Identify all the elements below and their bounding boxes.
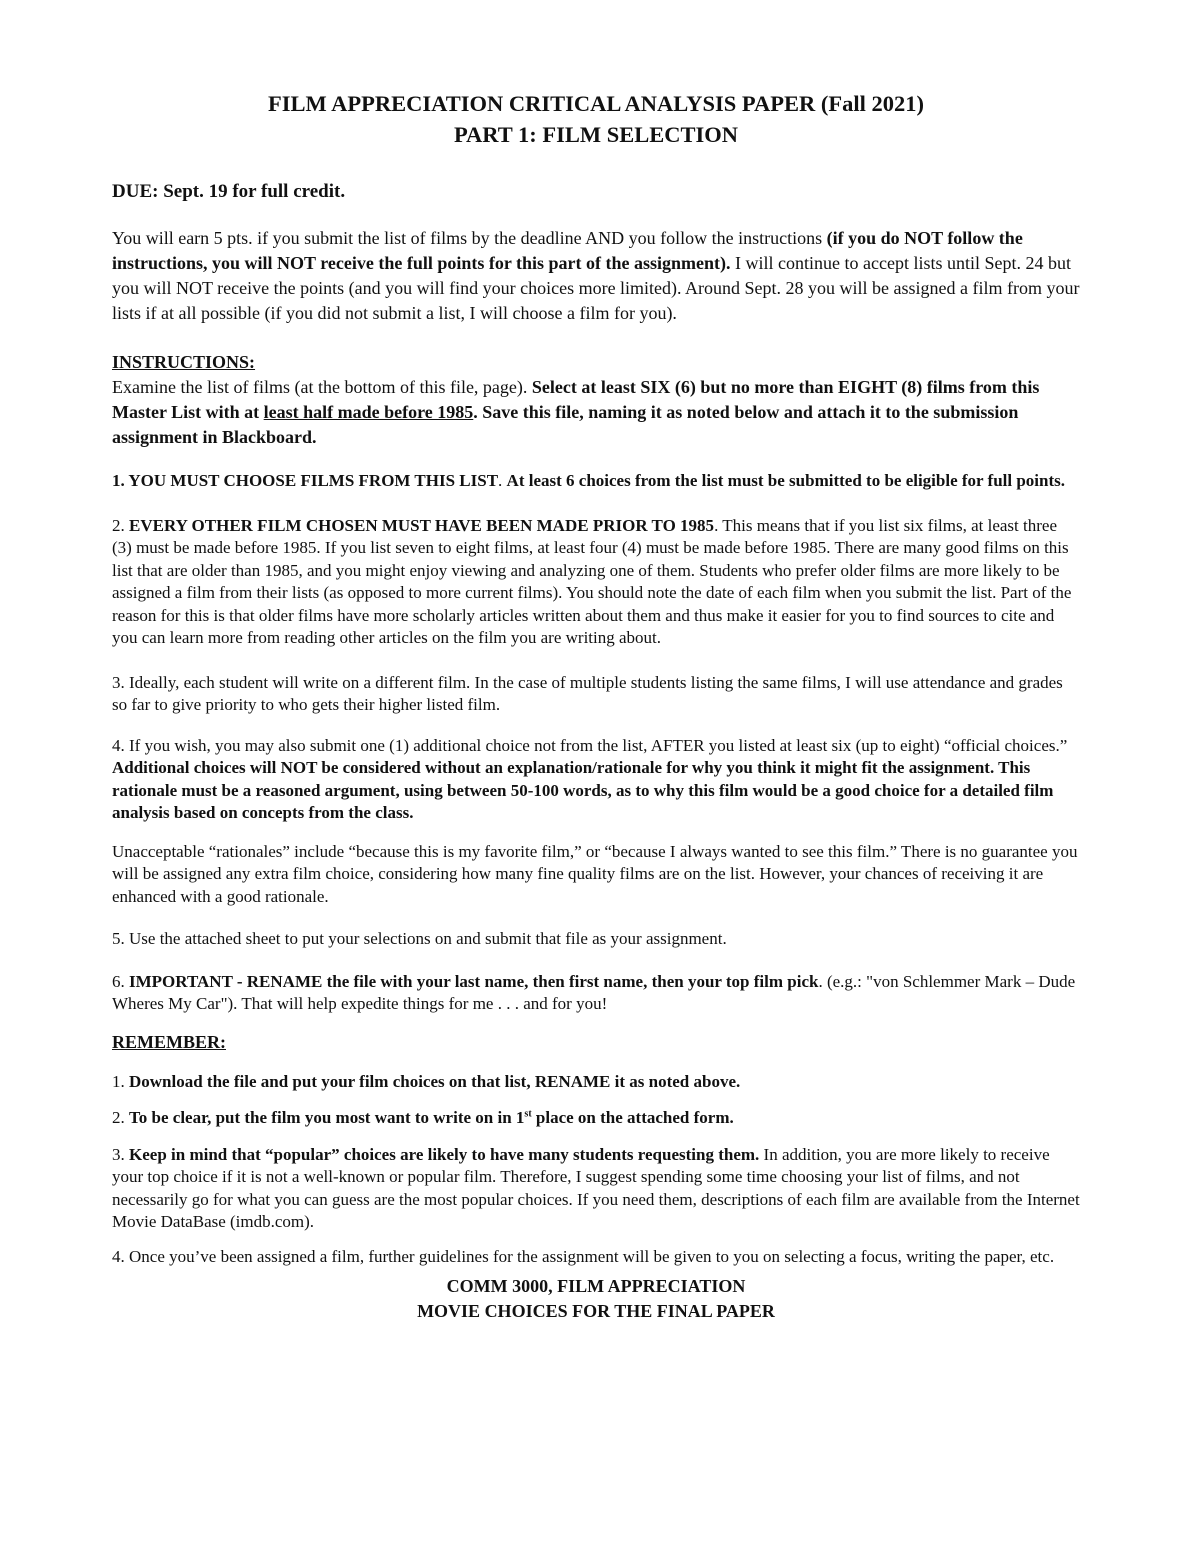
instructions-section [112, 350, 1080, 450]
due-date: DUE: Sept. 19 for full credit. [112, 181, 346, 202]
item-1 [112, 470, 1080, 493]
footer-line-2: MOVIE CHOICES FOR THE FINAL PAPER [417, 1301, 775, 1321]
item-6 [112, 971, 1080, 1016]
remember-heading: REMEMBER: [112, 1031, 226, 1052]
remember-2-bold-a: To be clear, put the film you most want to write on in 1 [129, 1108, 525, 1127]
remember-2-sup: st [524, 1108, 532, 1120]
footer-line-1: COMM 3000, FILM APPRECIATION [446, 1276, 746, 1296]
instructions-bold-1: Select at least SIX (6) but no more than EIGHT (8) films from this Master List with at [112, 377, 1040, 422]
unacceptable-rationales: Unacceptable “rationales” include “because this is my favorite film,” or “because I always wanted to see this film.” There is no guarantee you will be assigned any extra film choice, considering how many fine quality films are on the list. However, your chances of receiving it are enhanced with a good rationale. [112, 841, 1078, 906]
item-6-bold: IMPORTANT - RENAME the file with your last name, then first name, then your top film pick [129, 971, 819, 991]
remember-2-num: 2. [112, 1108, 129, 1127]
remember-item-2 [112, 1107, 1080, 1130]
title-line-2: PART 1: FILM SELECTION [453, 122, 739, 147]
item-6-num: 6. [112, 971, 129, 991]
item-3: 3. Ideally, each student will write on a different film. In the case of multiple students listing the same films, I will use attendance and grades so far to give priority to who gets their higher listed film. [112, 672, 1063, 714]
intro-text-1: You will earn 5 pts. if you submit the list of films by the deadline AND you follow the instructions [112, 228, 827, 248]
remember-3-bold: Keep in mind that “popular” choices are likely to have many students requesting them. [129, 1144, 760, 1164]
remember-2-bold-b: place on the attached form. [531, 1108, 734, 1127]
item-4-text: 4. If you wish, you may also submit one (1) additional choice not from the list, AFTER you listed at least six (up to eight) “official choices.” [112, 735, 1068, 755]
instructions-bold-2: . Save this file, naming it as noted below and attach it to the submission assignment in Blackboard. [112, 402, 1019, 447]
footer-heading [112, 1274, 1080, 1324]
item-1-bold-2: At least 6 choices from the list must be submitted to be eligible for full points. [506, 471, 1065, 490]
remember-item-4: 4. Once you’ve been assigned a film, further guidelines for the assignment will be given to you on selecting a focus, writing the paper, etc. [112, 1246, 1055, 1266]
instructions-text-1: Examine the list of films (at the bottom of this file, page). [112, 377, 532, 397]
intro-paragraph [112, 226, 1080, 326]
title-line-1: FILM APPRECIATION CRITICAL ANALYSIS PAPER (Fall 2021) [268, 91, 924, 116]
item-2-bold: EVERY OTHER FILM CHOSEN MUST HAVE BEEN MADE PRIOR TO 1985 [129, 515, 715, 535]
item-4-bold: Additional choices will NOT be considered without an explanation/rationale for why you think it might fit the assignment. This rationale must be a reasoned argument, using between 50-100 words, as to why this film would be a good choice for a detailed film analysis based on concepts from the class. [112, 758, 1054, 822]
intro-text-2: I will continue to accept lists until Sept. 24 but you will NOT receive the points (and you will find your choices more limited). Around Sept. 28 you will be assigned a film from your lists if at all possible (if you did not submit a list, I will choose a film for you). [112, 253, 1080, 323]
item-2-text: . This means that if you list six films, at least three (3) must be made before 1985. If you list seven to eight films, at least four (4) must be made before 1985. There are many good films on this list that are older than 1985, and you might enjoy viewing and analyzing one of them. Students who prefer older films are more likely to be assigned a film from their lists (as opposed to more current films). You should note the date of each film when you submit the list. Part of the reason for this is that older films have more scholarly articles written about them and thus make it easier for you to find sources to cite and you can learn more from reading other articles on the film you are writing about. [112, 515, 1072, 647]
instructions-bold-underline: least half made before 1985 [263, 402, 474, 422]
item-6-text: . (e.g.: "von Schlemmer Mark – Dude Wheres My Car"). That will help expedite things for me . . . and for you! [112, 971, 1076, 1013]
instructions-heading: INSTRUCTIONS: [112, 352, 256, 372]
remember-item-1 [112, 1071, 1080, 1094]
intro-bold: (if you do NOT follow the instructions, you will NOT receive the full points for this part of the assignment). [112, 228, 1023, 273]
remember-item-3 [112, 1144, 1080, 1234]
remember-1-bold: Download the file and put your film choices on that list, RENAME it as noted above. [129, 1071, 741, 1091]
item-2 [112, 515, 1080, 650]
remember-3-num: 3. [112, 1144, 129, 1164]
document-title [112, 88, 1080, 150]
item-4 [112, 735, 1080, 825]
item-2-num: 2. [112, 515, 129, 535]
document-page [112, 88, 1080, 1324]
remember-1-num: 1. [112, 1071, 129, 1091]
item-1-text: . [498, 471, 507, 490]
item-1-bold: 1. YOU MUST CHOOSE FILMS FROM THIS LIST [112, 471, 499, 490]
item-5: 5. Use the attached sheet to put your selections on and submit that file as your assignment. [112, 929, 727, 948]
remember-3-text: In addition, you are more likely to receive your top choice if it is not a well-known or popular film. Therefore, I suggest spending some time choosing your list of films, and not necessarily go for what you can guess are the most popular choices. If you need them, descriptions of each film are available from the Internet Movie DataBase (imdb.com). [112, 1144, 1080, 1231]
